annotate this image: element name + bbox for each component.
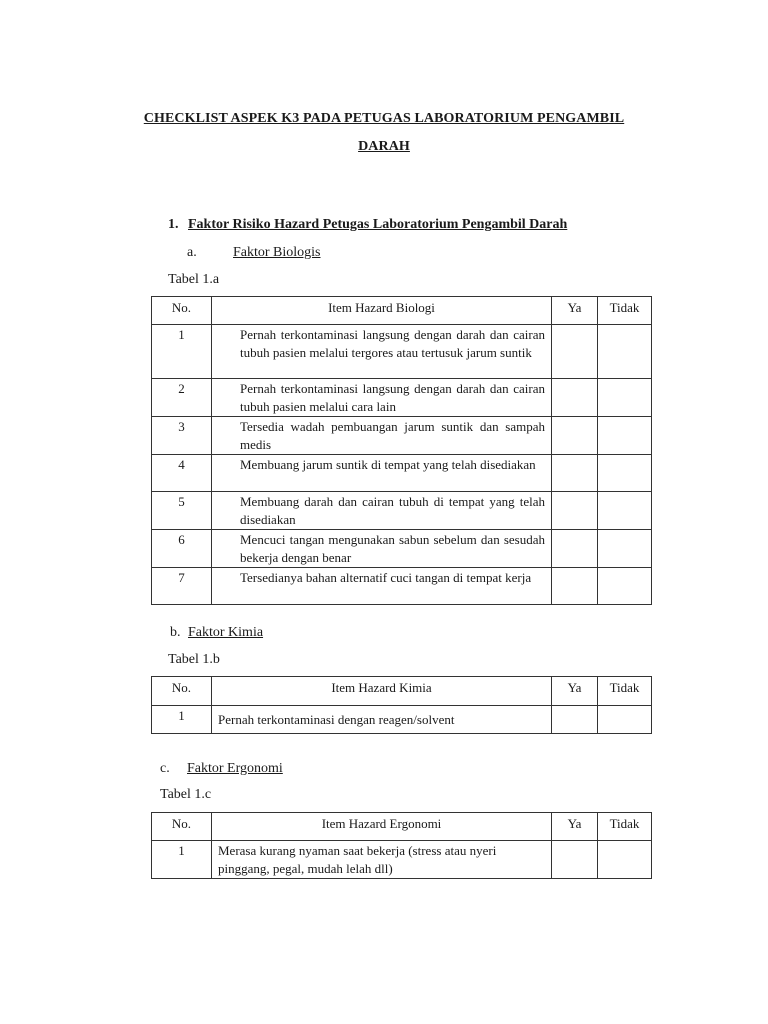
page-title-line-1: CHECKLIST ASPEK K3 PADA PETUGAS LABORATORIUM PENGAMBIL [143, 111, 625, 126]
table-row [152, 530, 652, 568]
header-item: Item Hazard Ergonomi [212, 813, 552, 841]
table-row [152, 417, 652, 455]
header-ya: Ya [552, 813, 598, 841]
section-1-number: 1. [168, 217, 179, 232]
table-row [152, 706, 652, 734]
header-no: No. [152, 813, 212, 841]
page-title-line-2: DARAH [358, 139, 410, 154]
row-item: Pernah terkontaminasi dengan reagen/solvent [212, 706, 552, 734]
header-ya: Ya [552, 677, 598, 706]
row-item: Mencuci tangan mengunakan sabun sebelum dan sesudah bekerja dengan benar [212, 530, 552, 568]
table-biologi [151, 296, 652, 605]
tidak-check-cell[interactable] [598, 379, 652, 417]
table-header-row [152, 297, 652, 325]
row-number: 7 [152, 568, 212, 605]
row-item: Pernah terkontaminasi langsung dengan darah dan cairan tubuh pasien melalui cara lain [212, 379, 552, 417]
subsection-b [170, 625, 263, 641]
row-item: Membuang jarum suntik di tempat yang telah disediakan [212, 455, 552, 492]
header-item: Item Hazard Kimia [212, 677, 552, 706]
tidak-check-cell[interactable] [598, 530, 652, 568]
row-item: Pernah terkontaminasi langsung dengan darah dan cairan tubuh pasien melalui tergores atau tertusuk jarum suntik [212, 325, 552, 379]
subsection-a [187, 245, 321, 261]
table-row [152, 455, 652, 492]
header-tidak: Tidak [598, 813, 652, 841]
tidak-check-cell[interactable] [598, 568, 652, 605]
ya-check-cell[interactable] [552, 417, 598, 455]
header-ya: Ya [552, 297, 598, 325]
subsection-b-label: Faktor Kimia [188, 625, 264, 640]
tidak-check-cell[interactable] [598, 706, 652, 734]
header-tidak: Tidak [598, 297, 652, 325]
header-tidak: Tidak [598, 677, 652, 706]
row-item: Tersedianya bahan alternatif cuci tangan di tempat kerja [212, 568, 552, 605]
ya-check-cell[interactable] [552, 530, 598, 568]
tidak-check-cell[interactable] [598, 417, 652, 455]
table-b-label: Tabel 1.b [168, 652, 220, 667]
header-item: Item Hazard Biologi [212, 297, 552, 325]
tidak-check-cell[interactable] [598, 455, 652, 492]
subsection-c-label: Faktor Ergonomi [187, 761, 283, 776]
subsection-b-marker: b. [170, 625, 181, 640]
subsection-a-marker: a. [187, 245, 197, 260]
row-number: 3 [152, 417, 212, 455]
section-1-text: Faktor Risiko Hazard Petugas Laboratorium Pengambil Darah [188, 217, 568, 232]
table-row [152, 841, 652, 879]
row-number: 1 [152, 325, 212, 379]
table-ergonomi [151, 812, 652, 879]
ya-check-cell[interactable] [552, 379, 598, 417]
tidak-check-cell[interactable] [598, 492, 652, 530]
header-no: No. [152, 677, 212, 706]
section-1-heading [168, 217, 567, 233]
subsection-a-label: Faktor Biologis [233, 245, 321, 260]
ya-check-cell[interactable] [552, 706, 598, 734]
subsection-c-marker: c. [160, 761, 170, 776]
table-row [152, 379, 652, 417]
row-number: 5 [152, 492, 212, 530]
table-c-label: Tabel 1.c [160, 787, 212, 802]
row-item: Tersedia wadah pembuangan jarum suntik dan sampah medis [212, 417, 552, 455]
table-kimia [151, 676, 652, 734]
ya-check-cell[interactable] [552, 325, 598, 379]
table-header-row [152, 677, 652, 706]
table-header-row [152, 813, 652, 841]
row-item: Merasa kurang nyaman saat bekerja (stress atau nyeri pinggang, pegal, mudah lelah dll) [212, 841, 552, 879]
row-number: 1 [152, 841, 212, 879]
subsection-c [160, 761, 283, 777]
row-number: 6 [152, 530, 212, 568]
table-row [152, 568, 652, 605]
row-number: 2 [152, 379, 212, 417]
ya-check-cell[interactable] [552, 492, 598, 530]
table-row [152, 325, 652, 379]
table-a-label: Tabel 1.a [168, 272, 220, 287]
row-item: Membuang darah dan cairan tubuh di tempat yang telah disediakan [212, 492, 552, 530]
header-no: No. [152, 297, 212, 325]
row-number: 1 [152, 706, 212, 734]
ya-check-cell[interactable] [552, 455, 598, 492]
ya-check-cell[interactable] [552, 568, 598, 605]
ya-check-cell[interactable] [552, 841, 598, 879]
table-row [152, 492, 652, 530]
tidak-check-cell[interactable] [598, 841, 652, 879]
row-number: 4 [152, 455, 212, 492]
tidak-check-cell[interactable] [598, 325, 652, 379]
